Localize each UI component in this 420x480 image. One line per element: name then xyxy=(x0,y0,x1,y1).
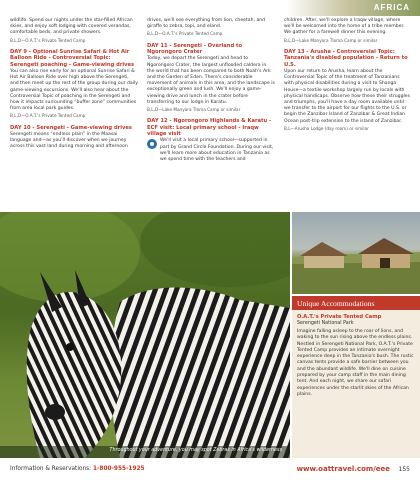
day-9-heading: DAY 9 - Optional Sunrise Safari & Hot Air Balloon Ride - Controversial Topic: Serengeti poaching - Game-viewing drives xyxy=(10,48,135,68)
page-number: 155 xyxy=(398,465,410,473)
giving-icon xyxy=(147,139,157,149)
reservations-label: Information & Reservations: xyxy=(10,466,92,472)
meals-line: B,L,D—Lake Manyara Tloma Camp or similar xyxy=(284,37,378,43)
meals-line: B,L—Arusha Lodge (day room) or similar xyxy=(284,125,369,131)
column-3 xyxy=(284,18,410,137)
unique-accommodations-box xyxy=(292,296,420,458)
section-title: AFRICA xyxy=(373,3,410,12)
column-2 xyxy=(147,18,275,164)
foundation-note xyxy=(147,138,275,164)
accommodations-title: Unique Accommodations xyxy=(297,299,375,308)
zebra-photo xyxy=(0,212,290,458)
day-11-heading: DAY 11 - Serengeti - Overland to Ngorongoro Crater xyxy=(147,42,243,56)
continued-text: drives, we'll see everything from lion, cheetah, and giraffe to zebra, topi, and eland. xyxy=(147,18,266,30)
photo-caption: Throughout your adventure, you may spot Zebras in Africa's wilderness xyxy=(109,448,282,453)
tents-illustration xyxy=(292,212,420,294)
zebra-illustration xyxy=(0,212,290,458)
camp-description: Imagine falling asleep to the roar of lions, and waking to the sun rising above the endless plains. Nestled in Serengeti National Park, O.A.T.'s Private Tented Camp provides an intimate overnight experience deep in the Tanzania's bush. The rustic canvas tents provide a safe barrier between you and the abundant wildlife. We'll dine on cuisine prepared by your camp staff in the main dining tent. And each night, we share our safari experiences under the starlit skies of the African plains. xyxy=(297,329,414,397)
meals-line: B,L,D—O.A.T.'s Private Tented Camp xyxy=(10,37,86,43)
meals-line: B,L,D—O.A.T.'s Private Tented Camp xyxy=(147,31,223,37)
day-12-heading: DAY 12 - Ngorongoro Highlands & Karatu - ECF visit: Local primary school - Iraqw village visit xyxy=(147,118,272,138)
tents-photo xyxy=(292,212,420,294)
day-12-text: We'll visit a local primary school—supported in part by Grand Circle Foundation. During our visit, we'll learn more about education in Tanzania as we spend time with the teachers and xyxy=(160,138,274,163)
camp-location: Serengeti National Park xyxy=(297,321,354,326)
website-link[interactable]: www.oattravel.com/eee xyxy=(296,465,390,473)
day-10-text: Serengeti means “endless plain” in the Maasai language and—as you'll discover when we journey across this vast land during morning and afternoon xyxy=(10,132,128,150)
camp-name: O.A.T.'s Private Tented Camp xyxy=(297,314,382,320)
header-bar xyxy=(0,0,420,16)
day-13-heading: DAY 13 - Arusha - Controversial Topic: Tanzania's disabled population - Return to U.S. xyxy=(284,48,408,68)
meals-line: B,L,D—O.A.T.'s Private Tented Camp xyxy=(10,113,86,119)
footer-reservations xyxy=(10,466,145,472)
day-11-text: Today, we depart the Serengeti and head to Ngorongoro Crater, the largest unflooded caldera in the world that has been compared to both Noah's Ark and the Garden of Eden. There's considerable movement of animals in this area, and the landscape is exceptionally green and lush. We'll enjoy a game-viewing drive and lunch in the crater before transferring to our lodge in Karatu. xyxy=(147,56,275,105)
accommodations-header xyxy=(292,296,420,310)
phone-number[interactable]: 1-800-955-1925 xyxy=(92,466,145,472)
page-footer xyxy=(0,462,420,480)
day-10-heading: DAY 10 - Serengeti - Game-viewing drives xyxy=(10,124,132,131)
continued-text: children. After, we'll explore a Iraqw village, where we'll be welcomed into the home of a tribe member. We gather for a farewell dinner this evening. xyxy=(284,18,405,36)
day-9-text: You can also rise early for an optional Sunrise Safari & Hot Air Balloon Ride over high above the Serengeti, and then meet up the rest of the group during our daily game-viewing excursions. We'll also hear about the Controversial Topic of poaching in the Serengeti and how it impacts surrounding “buffer zone” communities from area local park guides. xyxy=(10,69,138,112)
photo-caption-bar xyxy=(0,446,290,458)
column-1 xyxy=(10,18,138,152)
intro-text: wildlife. Spend our nights under the star-filled African skies, and enjoy soft lodging with covered verandas, comfortable beds, and private showers. xyxy=(10,18,133,36)
meals-line: B,L,D—Lake Manyara Tloma Camp or similar xyxy=(147,107,241,113)
day-13-text: Upon our return to Arusha, learn about the Controversial Topic of the treatment of Tanzanians with physical disabilities during a visit to Shanga House—a textile workshop largely run by locals with physical handicaps. Observe how these their struggles and triumphs, you'll have a day room available until we transfer to the airport for our flights to the U.S. or begin the Zanzibar Island of Zanzibar & Great Indian Ocean post-trip extension to the island of Zanzibar. xyxy=(284,69,410,124)
